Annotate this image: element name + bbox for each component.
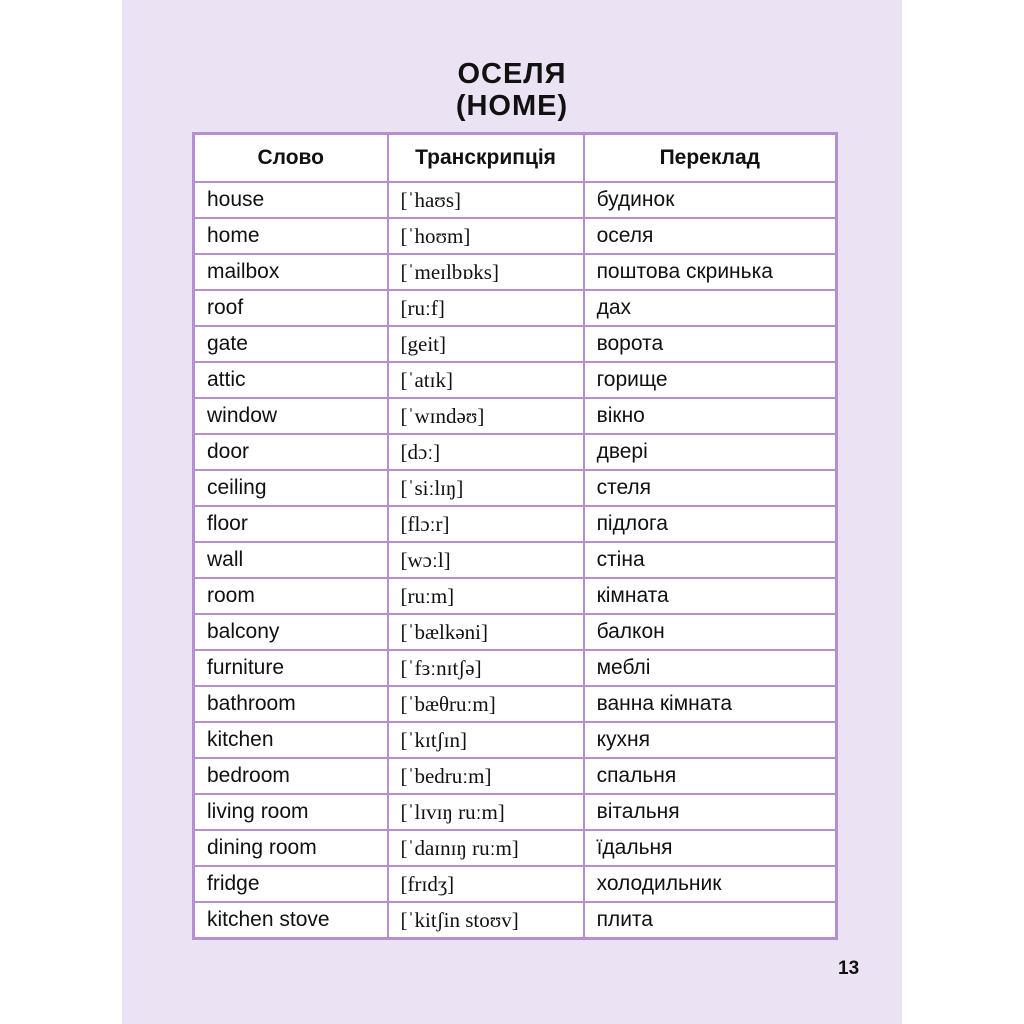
transcription-cell: [ˈdaɪnɪŋ ruːm]: [388, 830, 584, 866]
word-cell: mailbox: [194, 254, 388, 290]
translation-cell: поштова скринька: [584, 254, 837, 290]
table-row: [194, 794, 837, 830]
table-row: [194, 902, 837, 939]
table-row: [194, 434, 837, 470]
table-row: [194, 290, 837, 326]
word-cell: house: [194, 182, 388, 218]
table-row: [194, 326, 837, 362]
transcription-cell: [ˈkitʃin stoʊv]: [388, 902, 584, 939]
transcription-cell: [ruːm]: [388, 578, 584, 614]
table-row: [194, 722, 837, 758]
table-row: [194, 470, 837, 506]
translation-cell: двері: [584, 434, 837, 470]
transcription-cell: [ˈbælkəni]: [388, 614, 584, 650]
table-row: [194, 254, 837, 290]
table-row: [194, 614, 837, 650]
translation-cell: дах: [584, 290, 837, 326]
word-cell: home: [194, 218, 388, 254]
transcription-cell: [ˈwɪndəʊ]: [388, 398, 584, 434]
word-cell: gate: [194, 326, 388, 362]
word-cell: dining room: [194, 830, 388, 866]
word-cell: kitchen: [194, 722, 388, 758]
transcription-cell: [ˈfɜːnɪtʃə]: [388, 650, 584, 686]
translation-cell: кухня: [584, 722, 837, 758]
translation-cell: оселя: [584, 218, 837, 254]
transcription-cell: [ˈmeɪlbɒks]: [388, 254, 584, 290]
column-header-transcription: Транскрипція: [388, 134, 584, 183]
transcription-cell: [geit]: [388, 326, 584, 362]
column-header-translation: Переклад: [584, 134, 837, 183]
transcription-cell: [ˈkɪtʃɪn]: [388, 722, 584, 758]
translation-cell: ванна кімната: [584, 686, 837, 722]
transcription-cell: [ˈbæθruːm]: [388, 686, 584, 722]
table-row: [194, 506, 837, 542]
transcription-cell: [dɔː]: [388, 434, 584, 470]
word-cell: fridge: [194, 866, 388, 902]
translation-cell: будинок: [584, 182, 837, 218]
transcription-cell: [ˈsiːlɪŋ]: [388, 470, 584, 506]
translation-cell: стіна: [584, 542, 837, 578]
word-cell: wall: [194, 542, 388, 578]
table-row: [194, 650, 837, 686]
page-subtitle: (HOME): [455, 90, 569, 122]
table-row: [194, 398, 837, 434]
transcription-cell: [ˈhaʊs]: [388, 182, 584, 218]
page-title: ОСЕЛЯ: [457, 58, 567, 90]
translation-cell: горище: [584, 362, 837, 398]
translation-cell: плита: [584, 902, 837, 939]
table-row: [194, 542, 837, 578]
transcription-cell: [ˈlɪvɪŋ ruːm]: [388, 794, 584, 830]
word-cell: room: [194, 578, 388, 614]
page-number: 13: [838, 958, 860, 979]
translation-cell: їдальня: [584, 830, 837, 866]
translation-cell: меблі: [584, 650, 837, 686]
translation-cell: стеля: [584, 470, 837, 506]
table-row: [194, 182, 837, 218]
translation-cell: спальня: [584, 758, 837, 794]
table-row: [194, 866, 837, 902]
word-cell: door: [194, 434, 388, 470]
table-row: [194, 218, 837, 254]
table-row: [194, 578, 837, 614]
table-row: [194, 362, 837, 398]
translation-cell: ворота: [584, 326, 837, 362]
word-cell: window: [194, 398, 388, 434]
word-cell: roof: [194, 290, 388, 326]
translation-cell: кімната: [584, 578, 837, 614]
table-row: [194, 758, 837, 794]
translation-cell: вітальня: [584, 794, 837, 830]
translation-cell: холодильник: [584, 866, 837, 902]
table-body: [194, 182, 837, 939]
word-cell: furniture: [194, 650, 388, 686]
transcription-cell: [ˈhoʊm]: [388, 218, 584, 254]
table-row: [194, 686, 837, 722]
vocabulary-table: [192, 132, 838, 940]
transcription-cell: [ˈatɪk]: [388, 362, 584, 398]
word-cell: kitchen stove: [194, 902, 388, 939]
transcription-cell: [ruːf]: [388, 290, 584, 326]
word-cell: floor: [194, 506, 388, 542]
transcription-cell: [frɪdʒ]: [388, 866, 584, 902]
column-header-word: Слово: [194, 134, 388, 183]
table-header-row: [194, 134, 837, 183]
word-cell: bedroom: [194, 758, 388, 794]
word-cell: bathroom: [194, 686, 388, 722]
word-cell: living room: [194, 794, 388, 830]
translation-cell: підлога: [584, 506, 837, 542]
word-cell: attic: [194, 362, 388, 398]
translation-cell: вікно: [584, 398, 837, 434]
transcription-cell: [wɔːl]: [388, 542, 584, 578]
word-cell: ceiling: [194, 470, 388, 506]
word-cell: balcony: [194, 614, 388, 650]
table-row: [194, 830, 837, 866]
translation-cell: балкон: [584, 614, 837, 650]
transcription-cell: [ˈbedruːm]: [388, 758, 584, 794]
transcription-cell: [flɔːr]: [388, 506, 584, 542]
